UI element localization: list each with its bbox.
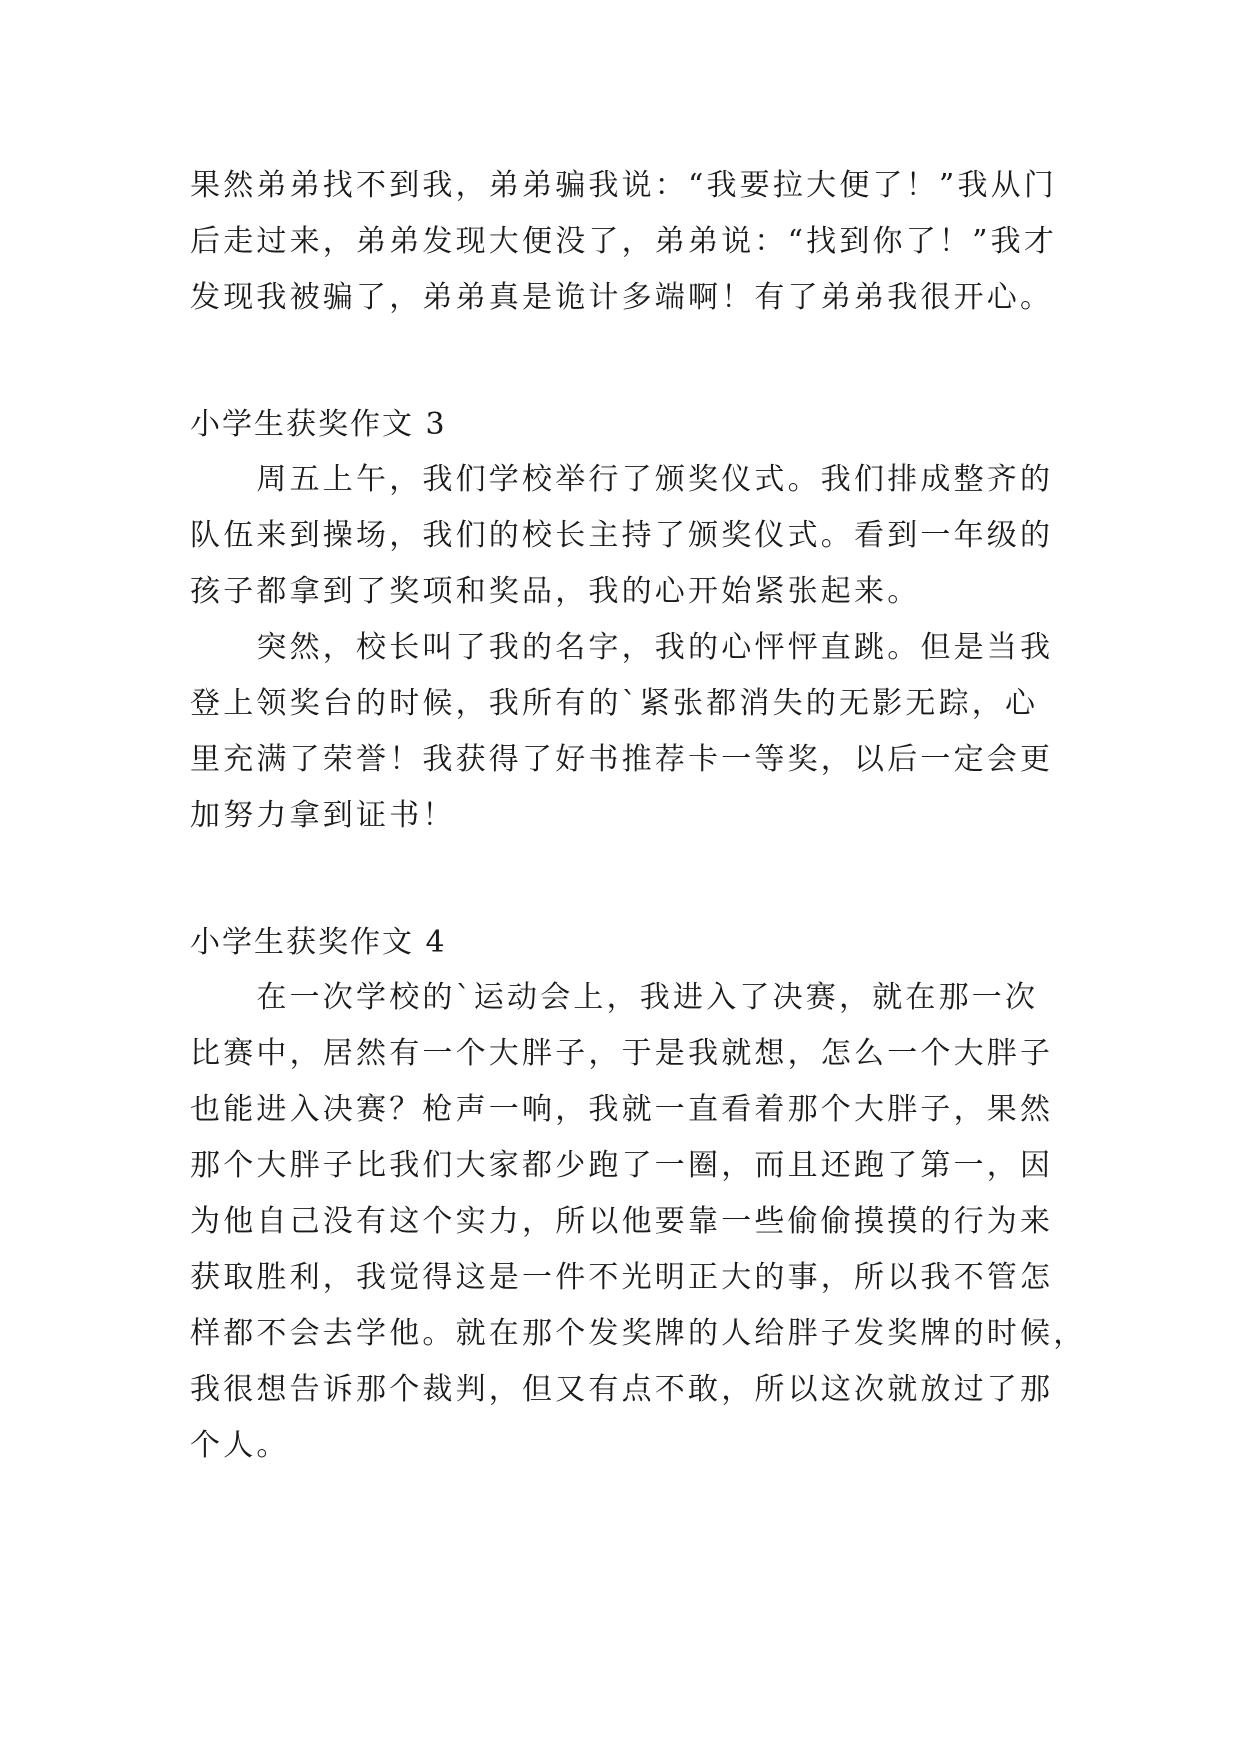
paragraph-line: 比赛中，居然有一个大胖子，于是我就想，怎么一个大胖子 (190, 1036, 1054, 1071)
paragraph-line: 后走过来，弟弟发现大便没了，弟弟说：“找到你了！”我才 (190, 224, 1058, 259)
paragraph-line: 突然，校长叫了我的名字，我的心怦怦直跳。但是当我 (190, 630, 1054, 665)
paragraph-line: 个人。 (190, 1428, 290, 1463)
paragraph-line: 样都不会去学他。就在那个发奖牌的人给胖子发奖牌的时候， (190, 1316, 1087, 1351)
paragraph-line: 孩子都拿到了奖项和奖品，我的心开始紧张起来。 (190, 574, 921, 609)
paragraph-line: 登上领奖台的时候，我所有的`紧张都消失的无影无踪，心 (190, 686, 1039, 721)
essay-title: 小学生获奖作文 3 (190, 407, 447, 442)
paragraph-line: 为他自己没有这个实力，所以他要靠一些偷偷摸摸的行为来 (190, 1204, 1054, 1239)
paragraph-line: 发现我被骗了，弟弟真是诡计多端啊！有了弟弟我很开心。 (190, 280, 1054, 315)
paragraph-line: 加努力拿到证书！ (190, 798, 456, 833)
paragraph-line: 果然弟弟找不到我，弟弟骗我说：“我要拉大便了！”我从门 (190, 168, 1058, 203)
paragraph-line: 那个大胖子比我们大家都少跑了一圈，而且还跑了第一，因 (190, 1148, 1054, 1183)
paragraph-line: 队伍来到操场，我们的校长主持了颁奖仪式。看到一年级的 (190, 518, 1054, 553)
paragraph-line: 我很想告诉那个裁判，但又有点不敢，所以这次就放过了那 (190, 1372, 1054, 1407)
paragraph-line: 在一次学校的`运动会上，我进入了决赛，就在那一次 (190, 980, 1039, 1015)
paragraph-line: 里充满了荣誉！我获得了好书推荐卡一等奖，以后一定会更 (190, 742, 1054, 777)
paragraph-line: 也能进入决赛？枪声一响，我就一直看着那个大胖子，果然 (190, 1092, 1054, 1127)
paragraph-line: 周五上午，我们学校举行了颁奖仪式。我们排成整齐的 (190, 462, 1054, 497)
essay-title: 小学生获奖作文 4 (190, 925, 447, 960)
paragraph-line: 获取胜利，我觉得这是一件不光明正大的事，所以我不管怎 (190, 1260, 1054, 1295)
